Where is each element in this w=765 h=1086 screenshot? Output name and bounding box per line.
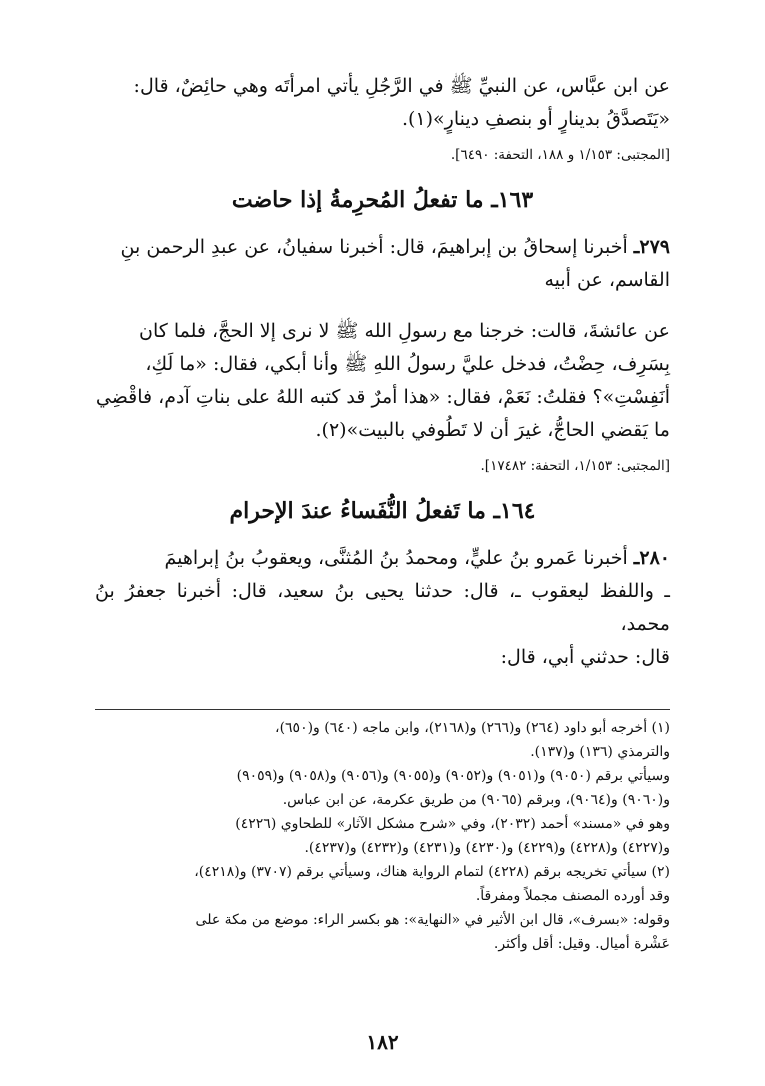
footnote-line: (٢) سيأتي تخريجه برقم (٤٢٢٨) لتمام الرواية هناك، وسيأتي برقم (٣٧٠٧) و(٤٢١٨)،	[194, 864, 670, 880]
hadith-chain-line: القاسم، عن أبيه	[544, 269, 670, 291]
hadith-body-line: عن عائشةَ، قالت: خرجنا مع رسولِ الله ﷺ لا نرى إلا الحجَّ، فلما كان	[139, 320, 670, 342]
footnotes	[95, 709, 670, 956]
hadith-chain-text: أخبرنا إسحاقُ بن إبراهيمَ، قال: أخبرنا سفيانُ، عن عبدِ الرحمن بنِ	[120, 236, 628, 258]
footnote-line: والترمذي (١٣٦) و(١٣٧).	[530, 744, 670, 760]
hadith-body-line: أنَفِسْتِ»؟ فقلتُ: نَعَمْ، فقال: «هذا أمرٌ قد كتبه اللهُ على بناتِ آدم، فاقْضِي	[95, 386, 670, 408]
main-text	[95, 70, 670, 674]
hadith-chain-line	[95, 542, 670, 575]
hadith-body-line: بِسَرِف، حِضْتُ، فدخل عليَّ رسولُ اللهِ ﷺ وأنا أبكي، فقال: «ما لَكِ،	[145, 353, 670, 375]
footnote-line: وقوله: «بسرف»، قال ابن الأثير في «النهاية»: هو بكسر الراء: موضع من مكة على	[195, 912, 670, 928]
intro-line: عن ابن عبَّاس، عن النبيِّ ﷺ في الرَّجُلِ يأتي امرأتَه وهي حائِضٌ، قال:	[133, 75, 670, 97]
footnote-line: و(٤٢٢٧) و(٤٢٢٨) و(٤٢٢٩) و(٤٢٣٠) و(٤٢٣١) و(٤٢٣٢) و(٤٢٣٧).	[304, 840, 670, 856]
hadith-chain-line: قال: حدثني أبي، قال:	[500, 646, 670, 668]
footnote-line: وقد أورده المصنف مجملاً ومفرقاً.	[475, 888, 670, 904]
intro-line: «يَتَصدَّقُ بدينارٍ أو بنصفِ دينارٍ»(١).	[401, 108, 670, 130]
footnote-line: (١) أخرجه أبو داود (٢٦٤) و(٢٦٦) و(٢١٦٨)، وابن ماجه (٦٤٠) و(٦٥٠)،	[275, 720, 670, 736]
footnote-line: وهو في «مسند» أحمد (٢٠٣٢)، وفي «شرح مشكل الآثار» للطحاوي (٤٢٢٦)	[235, 816, 670, 832]
hadith-chain-line: ـ واللفظ ليعقوب ـ، قال: حدثنا يحيى بنُ سعيد، قال: أخبرنا جعفرُ بنُ محمد،	[95, 580, 670, 635]
hadith-chain-line	[95, 231, 670, 264]
footnote-line: وسيأتي برقم (٩٠٥٠) و(٩٠٥١) و(٩٠٥٢) و(٩٠٥٥) و(٩٠٥٦) و(٩٠٥٨) و(٩٠٥٩)	[236, 768, 670, 784]
hadith-body-line: ما يَقضي الحاجُّ، غيرَ أن لا تَطُوفي بالبيت»(٢).	[315, 419, 670, 441]
hadith-chain-text: أخبرنا عَمرو بنُ عليٍّ، ومحمدُ بنُ المُثنَّى، ويعقوبُ بنُ إبراهيمَ	[164, 547, 628, 569]
page-number: ١٨٢	[366, 1030, 399, 1054]
footnote-line: و(٩٠٦٠) و(٩٠٦٤)، وبرقم (٩٠٦٥) من طريق عكرمة، عن ابن عباس.	[282, 792, 670, 808]
hadith-number: ٢٨٠ـ	[633, 547, 670, 569]
chapter-heading: ١٦٣ـ ما تفعلُ المُحرِمةُ إذا حاضت	[231, 187, 534, 213]
chapter-heading: ١٦٤ـ ما تَفعلُ النُّفَساءُ عندَ الإحرام	[229, 498, 536, 524]
footnote-line: عَشْرة أميال. وقيل: أقل وأكثر.	[493, 936, 670, 952]
citation: [المجتبى: ١/١٥٣، التحفة: ١٧٤٨٢].	[480, 458, 670, 474]
hadith-number: ٢٧٩ـ	[633, 236, 670, 258]
citation: [المجتبى: ١/١٥٣ و ١٨٨، التحفة: ٦٤٩٠].	[450, 147, 670, 163]
